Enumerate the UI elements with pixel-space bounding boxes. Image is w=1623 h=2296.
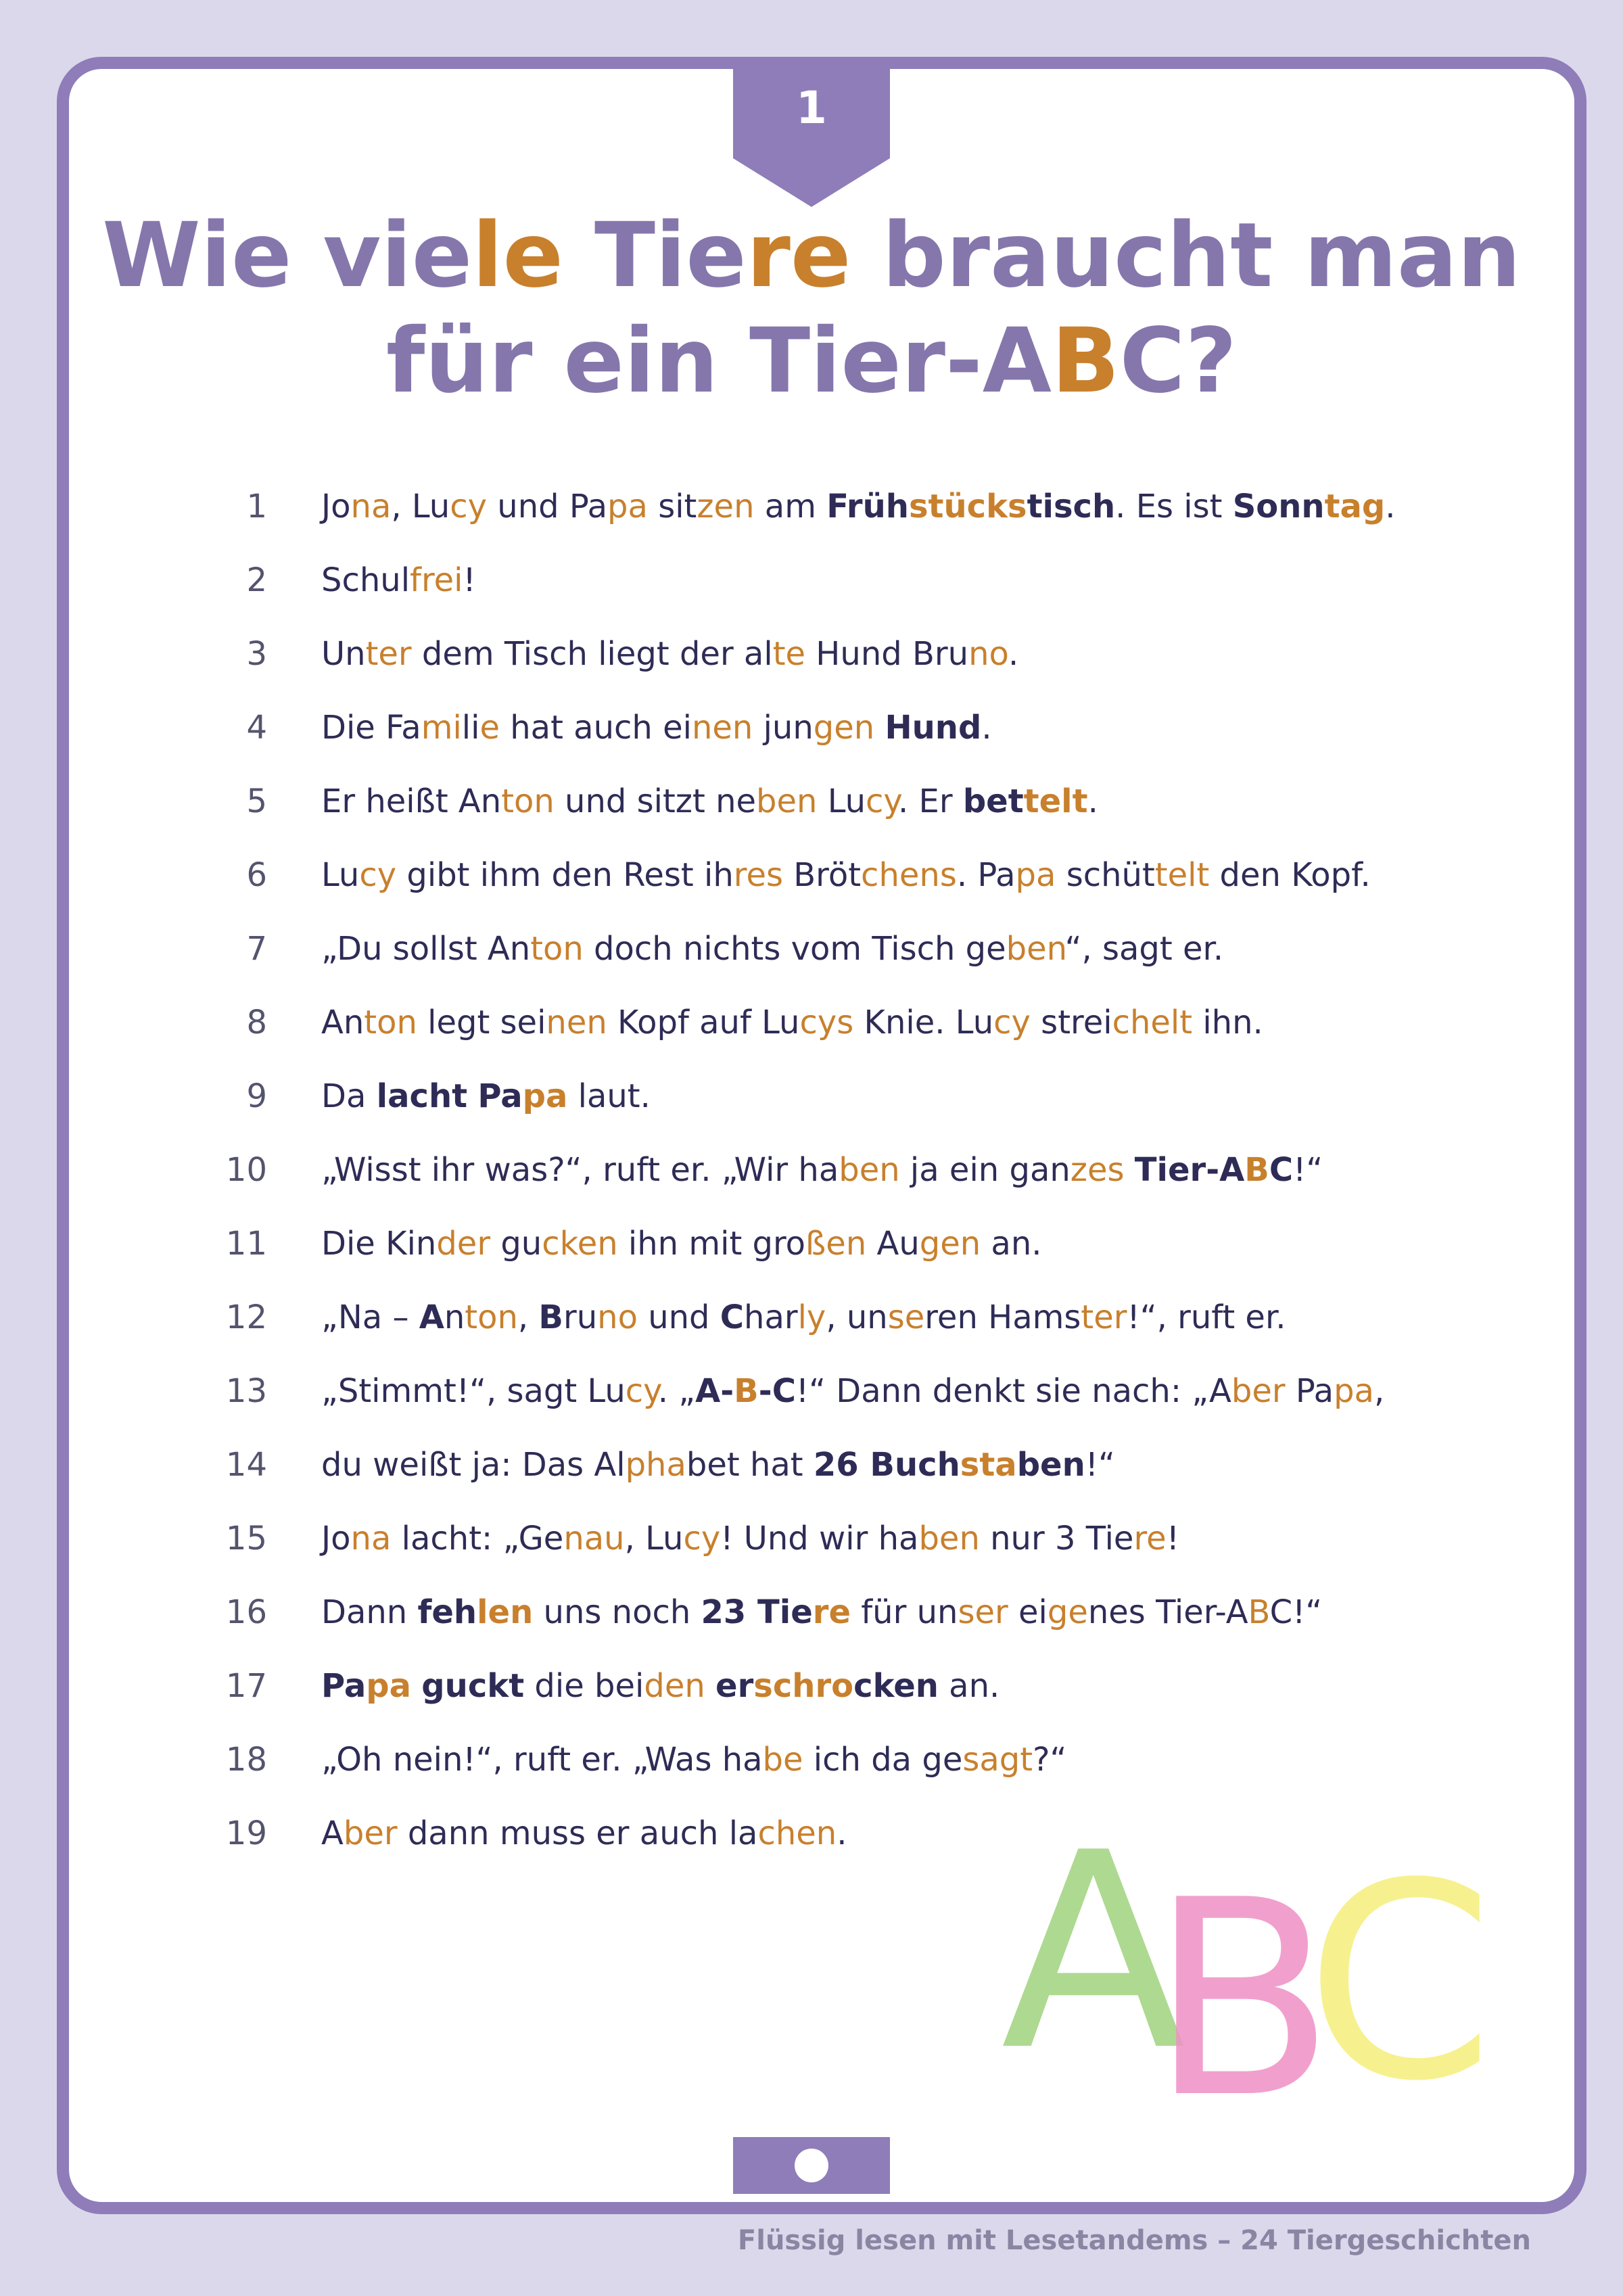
text-segment: gen <box>919 1224 981 1263</box>
line-number: 18 <box>225 1740 267 1779</box>
text-segment: Tie <box>563 204 747 308</box>
footer-text: Flüssig lesen mit Lesetandems – 24 Tiergeschichten <box>737 2225 1531 2256</box>
text-segment: ihn mit gro <box>617 1224 806 1263</box>
text-segment: sagt <box>962 1740 1033 1779</box>
abc-letter-c: C <box>1305 1826 1495 2117</box>
text-segment: pa <box>1334 1372 1374 1410</box>
text-segment: bet hat <box>686 1445 814 1484</box>
text-segment <box>411 1667 421 1705</box>
text-segment: „Oh nein!“, ruft er. „Was ha <box>321 1740 763 1779</box>
text-segment: und sitzt ne <box>554 782 757 820</box>
text-segment: nur 3 Tie <box>979 1519 1134 1557</box>
line-text <box>321 1298 1286 1336</box>
text-segment: cys <box>799 1003 854 1041</box>
bottom-dot <box>795 2149 828 2182</box>
text-segment: cken <box>542 1224 618 1263</box>
text-segment: Kopf auf Lu <box>607 1003 800 1041</box>
text-segment: Hund <box>885 708 982 747</box>
text-segment: li <box>461 708 480 747</box>
text-segment: ge <box>1047 1593 1088 1631</box>
text-segment: an. <box>981 1224 1042 1263</box>
text-segment: ?“ <box>1033 1740 1067 1779</box>
line-number: 10 <box>225 1150 267 1189</box>
text-segment: nen <box>546 1003 607 1041</box>
text-segment: Hund Bru <box>805 634 969 673</box>
text-segment: , <box>517 1298 539 1336</box>
text-segment: A- <box>695 1372 734 1410</box>
text-segment: , Lu <box>624 1519 684 1557</box>
title-line-2 <box>0 308 1623 414</box>
text-segment: An <box>321 1003 364 1041</box>
text-segment: le <box>472 204 564 308</box>
text-segment: dem Tisch liegt der al <box>411 634 773 673</box>
text-segment: laut. <box>567 1077 651 1115</box>
text-segment: ben <box>839 1150 900 1189</box>
text-segment: jun <box>753 708 814 747</box>
text-segment: 23 Tie <box>701 1593 813 1631</box>
text-segment: telt <box>1023 782 1088 820</box>
abc-letter-b: B <box>1150 1843 1336 2117</box>
line-number: 19 <box>225 1814 267 1852</box>
text-segment: mi <box>421 708 462 747</box>
text-segment: Pa <box>1285 1372 1334 1410</box>
text-segment: cy <box>866 782 898 820</box>
text-segment: guckt <box>421 1666 525 1705</box>
text-segment: du weißt ja: Das Al <box>321 1445 626 1484</box>
text-segment: “, sagt er. <box>1064 929 1224 968</box>
text-segment: no <box>968 634 1009 673</box>
text-segment: zes <box>1070 1150 1125 1189</box>
line-text <box>321 488 1396 525</box>
line-number: 4 <box>246 708 267 747</box>
text-segment: legt sei <box>417 1003 546 1041</box>
text-segment: tag <box>1324 487 1386 525</box>
text-segment: e <box>479 708 500 747</box>
text-segment: pha <box>625 1445 686 1484</box>
text-segment: res <box>733 856 783 894</box>
text-segment: Knie. Lu <box>853 1003 994 1041</box>
story-line <box>203 1354 1396 1428</box>
text-segment: cy <box>993 1003 1031 1041</box>
text-segment: schüt <box>1056 856 1155 894</box>
line-text <box>321 561 476 599</box>
line-text <box>321 1741 1066 1779</box>
text-segment: gen <box>813 708 875 747</box>
text-segment: , Lu <box>391 487 450 525</box>
text-segment: gu <box>490 1224 542 1263</box>
text-segment: nau <box>563 1519 625 1557</box>
text-segment: Da <box>321 1077 377 1115</box>
text-segment: len <box>477 1593 534 1631</box>
text-segment: !“ <box>1293 1150 1323 1189</box>
text-segment: -C <box>758 1372 796 1410</box>
line-text <box>321 1520 1179 1557</box>
text-segment: ber <box>1231 1372 1286 1410</box>
text-segment: Dann <box>321 1593 418 1631</box>
story-line <box>203 838 1396 912</box>
text-segment: ihn. <box>1192 1003 1263 1041</box>
text-segment: . <box>1087 782 1098 820</box>
text-segment: „Stimmt!“, sagt Lu <box>321 1372 626 1410</box>
story-line <box>203 1280 1396 1354</box>
text-segment: chen <box>757 1814 837 1852</box>
line-text <box>321 1004 1263 1041</box>
text-segment: re <box>746 204 851 308</box>
line-text <box>321 856 1371 894</box>
text-segment: Un <box>321 634 366 673</box>
line-number: 1 <box>246 487 267 525</box>
text-segment: har <box>744 1298 798 1336</box>
text-segment: chelt <box>1112 1003 1193 1041</box>
text-segment: C? <box>1119 309 1238 413</box>
text-segment: . <box>837 1814 847 1852</box>
text-segment: . <box>1008 634 1019 673</box>
text-segment: ly <box>797 1298 826 1336</box>
text-segment: , <box>1373 1372 1385 1410</box>
text-segment: frei <box>410 561 463 599</box>
line-number: 14 <box>225 1445 267 1484</box>
text-segment: nen <box>691 708 753 747</box>
story-line <box>203 1575 1396 1649</box>
text-segment: B <box>538 1298 563 1336</box>
text-segment: feh <box>417 1593 477 1631</box>
text-segment: no <box>597 1298 638 1336</box>
text-segment: te <box>772 634 806 673</box>
text-segment: . <box>981 708 992 747</box>
text-segment: ton <box>530 929 584 968</box>
text-segment: „Du sollst An <box>321 929 531 968</box>
text-segment: re <box>1133 1519 1167 1557</box>
text-segment: ben <box>756 782 818 820</box>
line-text <box>321 1593 1322 1631</box>
text-segment: doch nichts vom Tisch ge <box>583 929 1006 968</box>
text-segment: . <box>1385 487 1396 525</box>
text-segment: B <box>1248 1593 1270 1631</box>
text-segment: ja ein gan <box>899 1150 1071 1189</box>
text-segment: cy <box>359 856 397 894</box>
line-number: 2 <box>246 561 267 599</box>
text-segment: pa <box>1015 856 1056 894</box>
line-text <box>321 1225 1042 1263</box>
text-segment: Er heißt An <box>321 782 502 820</box>
text-segment <box>1125 1151 1135 1189</box>
text-segment: lacht <box>376 1077 468 1115</box>
text-segment: ser <box>958 1593 1008 1631</box>
text-segment: A <box>321 1814 344 1852</box>
text-segment: den <box>644 1666 705 1705</box>
line-number: 8 <box>246 1003 267 1041</box>
text-segment: na <box>350 487 392 525</box>
line-number: 12 <box>225 1298 267 1336</box>
text-segment: B <box>1051 309 1120 413</box>
line-text <box>321 782 1098 820</box>
story-line <box>203 1206 1396 1280</box>
text-segment: !“ <box>1085 1445 1115 1484</box>
story-line <box>203 543 1396 617</box>
text-segment: na <box>350 1519 392 1557</box>
text-segment: ! <box>1166 1519 1179 1557</box>
text-segment: bet <box>962 782 1024 820</box>
line-text <box>321 1814 847 1852</box>
abc-letter-a: A <box>1001 1806 1186 2110</box>
text-segment: chens <box>861 856 957 894</box>
story-line <box>203 985 1396 1059</box>
text-segment: der <box>436 1224 491 1263</box>
text-segment: braucht man <box>851 204 1521 308</box>
text-segment: gibt ihm den Rest ih <box>396 856 734 894</box>
text-segment: am <box>754 487 827 525</box>
text-segment: „Na – <box>321 1298 419 1336</box>
story-text <box>203 469 1396 1870</box>
text-segment: schro <box>753 1666 854 1705</box>
text-segment: . Es ist <box>1115 487 1233 525</box>
text-segment: hat auch ei <box>500 708 692 747</box>
text-segment: Wie vie <box>102 204 473 308</box>
line-number: 17 <box>225 1666 267 1705</box>
text-segment: A <box>419 1298 444 1336</box>
text-segment: Pa <box>321 1666 367 1705</box>
text-segment: Tier-A <box>1134 1150 1245 1189</box>
line-number: 11 <box>225 1224 267 1263</box>
text-segment: für ein Tier-A <box>385 309 1052 413</box>
story-line <box>203 1649 1396 1723</box>
text-segment: nes Tier-A <box>1087 1593 1248 1631</box>
text-segment: n <box>444 1298 465 1336</box>
bottom-tab <box>733 2137 890 2194</box>
text-segment: ben <box>1016 1445 1085 1484</box>
text-segment: stücks <box>908 487 1027 525</box>
line-text <box>321 1077 651 1115</box>
text-segment: ter <box>365 634 412 673</box>
line-number: 16 <box>225 1593 267 1631</box>
line-text <box>321 1151 1323 1189</box>
text-segment: zen <box>697 487 755 525</box>
text-segment: lacht: „Ge <box>391 1519 564 1557</box>
text-segment: strei <box>1030 1003 1112 1041</box>
text-segment: die bei <box>524 1666 644 1705</box>
text-segment: ! <box>463 561 476 599</box>
text-segment: Schul <box>321 561 410 599</box>
text-segment: ei <box>1008 1593 1048 1631</box>
text-segment: be <box>762 1740 803 1779</box>
text-segment: Bröt <box>782 856 862 894</box>
text-segment: Die Fa <box>321 708 421 747</box>
text-segment: pa <box>366 1666 412 1705</box>
text-segment: re <box>812 1593 851 1631</box>
text-segment: sta <box>960 1445 1017 1484</box>
line-text <box>321 635 1018 673</box>
text-segment: an. <box>938 1666 1000 1705</box>
text-segment: Pa <box>477 1077 523 1115</box>
line-number: 5 <box>246 782 267 820</box>
story-line <box>203 764 1396 838</box>
text-segment: C!“ <box>1269 1593 1323 1631</box>
text-segment: ich da ge <box>803 1740 963 1779</box>
text-segment <box>874 709 885 747</box>
text-segment: B <box>1244 1150 1269 1189</box>
text-segment: cy <box>625 1372 658 1410</box>
text-segment: uns noch <box>533 1593 701 1631</box>
text-segment: und <box>637 1298 720 1336</box>
text-segment: ben <box>1006 929 1065 968</box>
text-segment <box>467 1077 477 1115</box>
story-line <box>203 1059 1396 1133</box>
text-segment: B <box>734 1372 759 1410</box>
story-line <box>203 617 1396 690</box>
text-segment: Au <box>866 1224 920 1263</box>
text-segment: dann muss er auch la <box>397 1814 758 1852</box>
text-segment: , un <box>826 1298 888 1336</box>
text-segment: ! Und wir ha <box>720 1519 919 1557</box>
story-line <box>203 469 1396 543</box>
text-segment: ren Hams <box>924 1298 1081 1336</box>
line-text <box>321 1446 1115 1484</box>
text-segment: pa <box>522 1077 568 1115</box>
text-segment: ton <box>364 1003 417 1041</box>
line-text <box>321 709 992 747</box>
line-number: 13 <box>225 1372 267 1410</box>
text-segment: er <box>715 1666 754 1705</box>
line-number: 6 <box>246 856 267 894</box>
text-segment: Sonn <box>1232 487 1325 525</box>
story-line <box>203 1501 1396 1575</box>
text-segment: . Pa <box>956 856 1016 894</box>
line-text <box>321 930 1223 968</box>
text-segment: für un <box>851 1593 958 1631</box>
text-segment: cken <box>853 1666 939 1705</box>
text-segment: ton <box>465 1298 518 1336</box>
title-line-1 <box>0 203 1623 308</box>
line-number: 9 <box>246 1077 267 1115</box>
text-segment: Jo <box>321 1519 351 1557</box>
text-segment: pa <box>607 487 648 525</box>
text-segment: sit <box>647 487 697 525</box>
text-segment: ben <box>918 1519 980 1557</box>
story-line <box>203 1133 1396 1206</box>
text-segment: 26 Buch <box>813 1445 960 1484</box>
text-segment: tisch <box>1027 487 1116 525</box>
text-segment: Die Kin <box>321 1224 437 1263</box>
story-line <box>203 690 1396 764</box>
page-number: 1 <box>796 81 827 134</box>
page-title <box>0 203 1623 414</box>
text-segment <box>705 1667 715 1705</box>
page-number-tab <box>733 57 890 158</box>
text-segment: ßen <box>805 1224 867 1263</box>
text-segment: ter <box>1081 1298 1127 1336</box>
text-segment: telt <box>1154 856 1210 894</box>
line-text <box>321 1667 999 1705</box>
text-segment: ru <box>563 1298 598 1336</box>
text-segment: Früh <box>826 487 909 525</box>
story-line <box>203 912 1396 985</box>
text-segment: . Er <box>897 782 963 820</box>
line-number: 15 <box>225 1519 267 1557</box>
text-segment: !“, ruft er. <box>1127 1298 1286 1336</box>
story-line <box>203 1723 1396 1796</box>
story-line <box>203 1428 1396 1501</box>
text-segment: cy <box>450 487 488 525</box>
text-segment: !“ Dann denkt sie nach: „A <box>795 1372 1231 1410</box>
text-segment: „Wisst ihr was?“, ruft er. „Wir ha <box>321 1150 839 1189</box>
line-number: 7 <box>246 929 267 968</box>
text-segment: ber <box>343 1814 398 1852</box>
text-segment: se <box>887 1298 925 1336</box>
abc-letters-illustration <box>987 1806 1501 2117</box>
text-segment: ton <box>501 782 555 820</box>
line-number: 3 <box>246 634 267 673</box>
text-segment: cy <box>683 1519 721 1557</box>
text-segment: C <box>720 1298 745 1336</box>
text-segment: den Kopf. <box>1209 856 1371 894</box>
text-segment: C <box>1269 1150 1294 1189</box>
text-segment: Lu <box>817 782 866 820</box>
text-segment: Jo <box>321 487 351 525</box>
text-segment: . „ <box>657 1372 696 1410</box>
line-text <box>321 1372 1384 1410</box>
text-segment: und Pa <box>487 487 608 525</box>
text-segment: Lu <box>321 856 360 894</box>
